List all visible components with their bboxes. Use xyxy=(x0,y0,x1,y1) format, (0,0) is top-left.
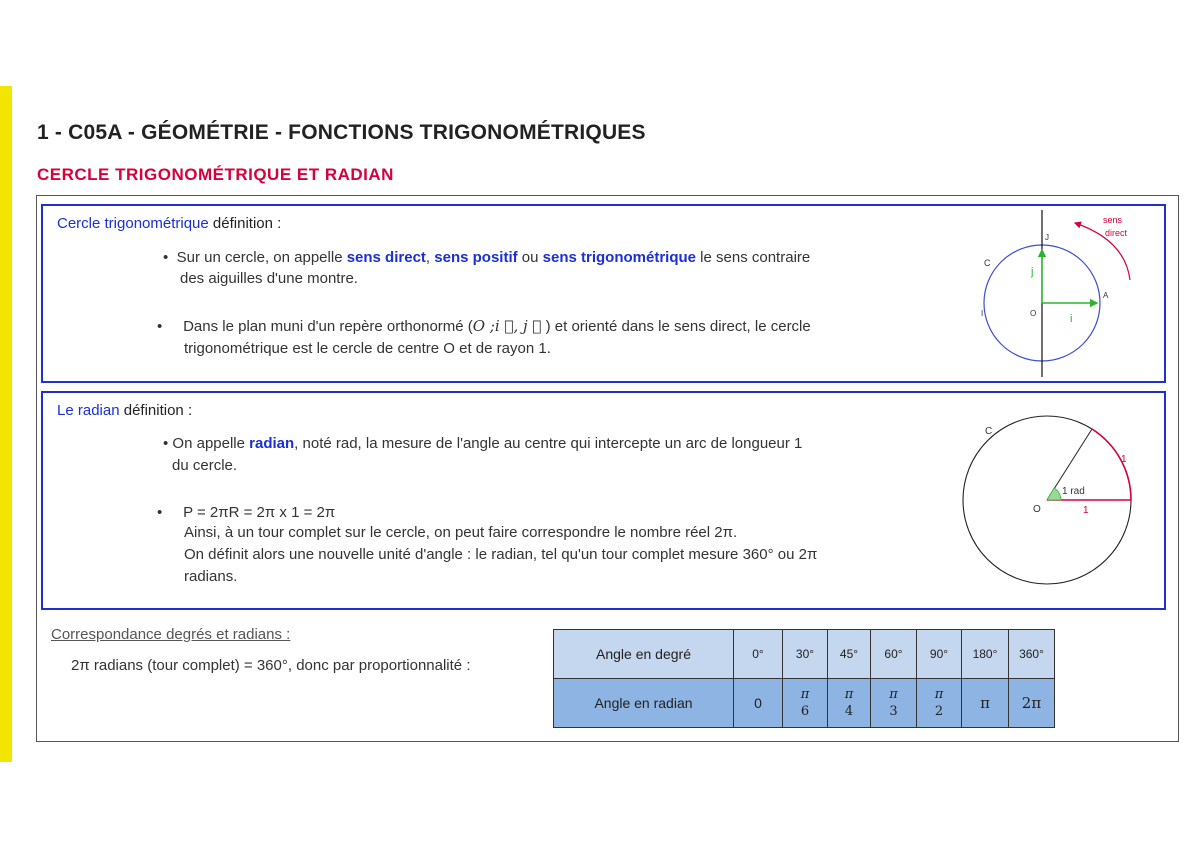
table-cell: π 2 xyxy=(917,679,962,728)
bullet-perimeter: • P = 2πR = 2π x 1 = 2π xyxy=(157,504,336,521)
svg-text:J: J xyxy=(1045,233,1049,242)
svg-text:O: O xyxy=(1030,309,1037,318)
table-row-degrees xyxy=(554,630,1055,679)
trig-circle-figure xyxy=(975,205,1155,381)
bullet-repere: • Dans le plan muni d'un repère orthonormé (O ;i ⃗, j ⃗ ) et orienté dans le sens direct, le cercle xyxy=(157,317,811,335)
table-cell: π xyxy=(962,679,1009,728)
section-subtitle: CERCLE TRIGONOMÉTRIQUE ET RADIAN xyxy=(37,165,394,184)
degree-radian-table xyxy=(553,629,1055,728)
table-cell: 2π xyxy=(1009,679,1055,728)
table-cell: π 4 xyxy=(828,679,871,728)
table-cell: 0° xyxy=(734,630,783,679)
svg-text:C: C xyxy=(985,426,993,437)
svg-text:j: j xyxy=(1031,266,1034,278)
bullet-repere-line2: trigonométrique est le cercle de centre O et de rayon 1. xyxy=(184,340,551,357)
yellow-margin-bar xyxy=(0,86,12,762)
angle-wedge xyxy=(1047,488,1061,500)
bullet-sens-direct-line2: des aiguilles d'une montre. xyxy=(180,270,358,287)
table-cell: 180° xyxy=(962,630,1009,679)
bullet-radian-def-line2: du cercle. xyxy=(172,457,238,474)
table-cell: 360° xyxy=(1009,630,1055,679)
svg-text:1: 1 xyxy=(1121,454,1127,465)
bullet-sens-direct: • Sur un cercle, on appelle sens direct, sens positif ou sens trigonométrique le sens contraire xyxy=(163,249,811,266)
svg-text:A: A xyxy=(1103,291,1109,300)
table-header-radian: Angle en radian xyxy=(554,679,734,728)
definition-title-radian: Le radian définition : xyxy=(57,402,193,419)
svg-text:sens: sens xyxy=(1103,215,1123,225)
svg-text:1: 1 xyxy=(1083,505,1089,516)
correspondence-title: Correspondance degrés et radians : xyxy=(51,626,291,643)
table-cell: 90° xyxy=(917,630,962,679)
bullet-perimeter-line4: radians. xyxy=(184,568,238,585)
correspondence-text: 2π radians (tour complet) = 360°, donc par proportionnalité : xyxy=(71,657,471,674)
bullet-perimeter-line2: Ainsi, à un tour complet sur le cercle, on peut faire correspondre le nombre réel 2π. xyxy=(184,524,738,541)
svg-text:i: i xyxy=(1070,313,1073,325)
table-cell: 45° xyxy=(828,630,871,679)
table-cell: 0 xyxy=(734,679,783,728)
radian-figure xyxy=(955,418,1155,588)
bullet-radian-def: • On appelle radian, noté rad, la mesure de l'angle au centre qui intercepte un arc de longueur 1 xyxy=(163,435,803,452)
table-cell: π 6 xyxy=(783,679,828,728)
table-cell: 60° xyxy=(871,630,917,679)
table-cell: 30° xyxy=(783,630,828,679)
table-cell: π 3 xyxy=(871,679,917,728)
table-row-radians xyxy=(554,679,1055,728)
svg-text:C: C xyxy=(984,258,991,268)
svg-text:1 rad: 1 rad xyxy=(1062,486,1085,497)
bullet-perimeter-line3: On définit alors une nouvelle unité d'angle : le radian, tel qu'un tour complet mesure 360° ou 2π xyxy=(184,546,818,563)
svg-text:O: O xyxy=(1033,504,1041,515)
definition-title-trig-circle: Cercle trigonométrique définition : xyxy=(57,215,282,232)
table-header-degree: Angle en degré xyxy=(554,630,734,679)
svg-text:I: I xyxy=(981,309,984,318)
page-title: 1 - C05A - GÉOMÉTRIE - FONCTIONS TRIGONOMÉTRIQUES xyxy=(37,121,646,144)
svg-text:direct: direct xyxy=(1105,228,1128,238)
